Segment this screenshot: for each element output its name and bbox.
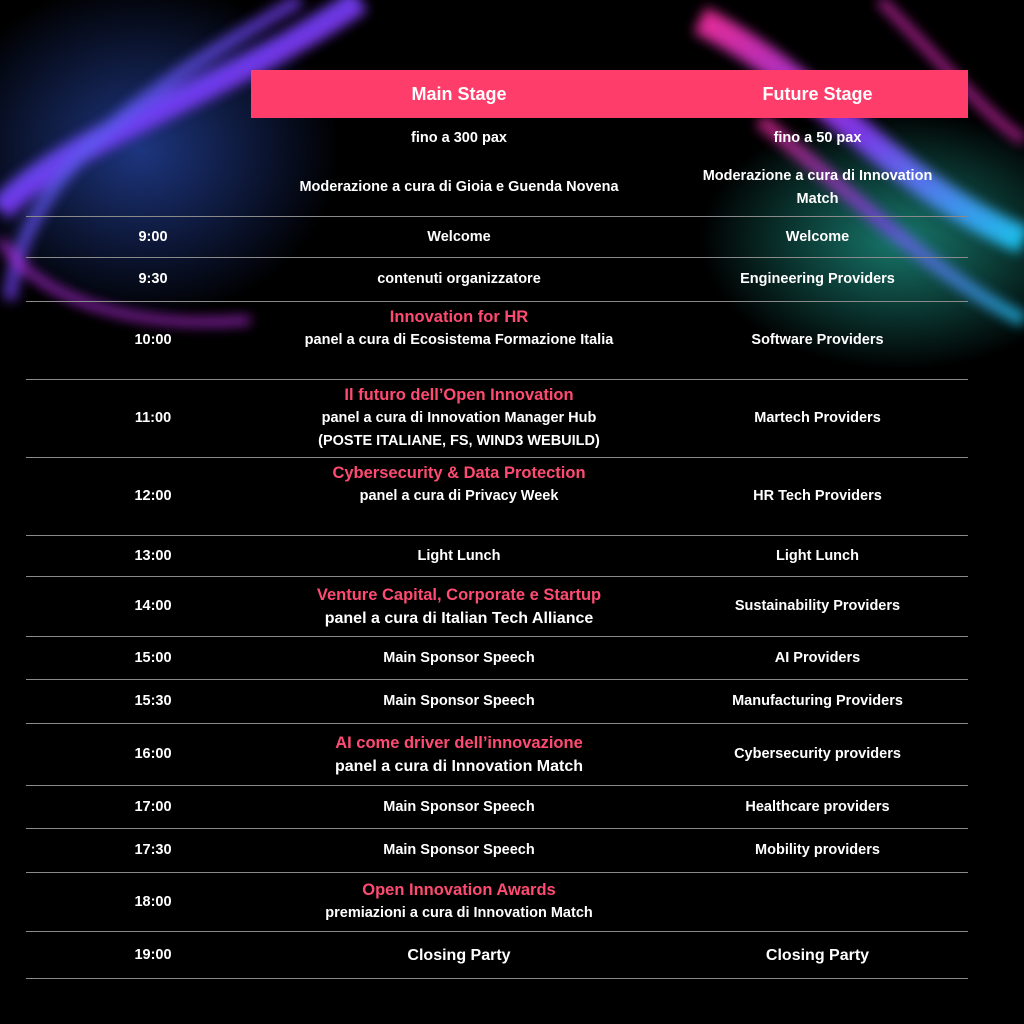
future-session: Mobility providers bbox=[755, 842, 880, 858]
capacity-row bbox=[26, 118, 968, 159]
session-title: AI come driver dell’innovazione bbox=[335, 733, 583, 752]
main-session: contenuti organizzatore bbox=[377, 271, 541, 287]
time-cell: 10:00 bbox=[134, 332, 172, 348]
session-description: panel a cura di Innovation Match bbox=[334, 757, 584, 775]
future-moderation: Moderazione a cura di Innovation Match bbox=[702, 167, 933, 207]
table-row bbox=[26, 458, 968, 536]
table-row bbox=[26, 637, 968, 680]
session-description: premiazioni a cura di Innovation Match bbox=[325, 905, 593, 921]
table-row bbox=[26, 258, 968, 302]
future-session: Martech Providers bbox=[754, 410, 881, 426]
main-session bbox=[251, 302, 667, 379]
time-cell: 12:00 bbox=[134, 488, 172, 504]
session-title: Open Innovation Awards bbox=[362, 881, 556, 899]
table-row bbox=[26, 217, 968, 258]
future-session: Healthcare providers bbox=[745, 798, 890, 815]
table-row bbox=[26, 302, 968, 380]
future-session: Welcome bbox=[785, 228, 850, 245]
future-session bbox=[667, 873, 968, 931]
session-title: Il futuro dell’Open Innovation bbox=[344, 386, 574, 404]
session-title: Cybersecurity & Data Protection bbox=[332, 464, 586, 482]
time-cell: 9:30 bbox=[138, 271, 168, 287]
time-cell: 16:00 bbox=[134, 746, 172, 762]
time-cell: 15:30 bbox=[134, 693, 172, 709]
time-cell: 14:00 bbox=[134, 598, 172, 614]
future-session: Light Lunch bbox=[776, 547, 859, 564]
future-capacity: fino a 50 pax bbox=[773, 130, 862, 146]
table-row bbox=[26, 680, 968, 724]
table-row bbox=[26, 829, 968, 873]
future-session: Sustainability Providers bbox=[734, 598, 901, 614]
future-session: HR Tech Providers bbox=[753, 488, 882, 504]
table-row bbox=[26, 724, 968, 786]
main-moderation: Moderazione a cura di Gioia e Guenda Novena bbox=[299, 179, 619, 195]
time-cell: 11:00 bbox=[134, 410, 172, 426]
future-session: AI Providers bbox=[774, 649, 861, 666]
time-cell: 18:00 bbox=[134, 893, 172, 910]
table-row bbox=[26, 380, 968, 458]
time-cell: 17:30 bbox=[134, 842, 172, 858]
main-session: Main Sponsor Speech bbox=[383, 693, 535, 709]
main-session: Main Sponsor Speech bbox=[383, 649, 535, 666]
future-session: Manufacturing Providers bbox=[732, 693, 903, 709]
session-description: panel a cura di Privacy Week bbox=[359, 488, 559, 504]
schedule-table bbox=[26, 70, 968, 979]
table-row bbox=[26, 873, 968, 932]
main-session: Closing Party bbox=[407, 946, 511, 964]
main-capacity: fino a 300 pax bbox=[411, 130, 507, 146]
session-participants: (POSTE ITALIANE, FS, WIND3 WEBUILD) bbox=[318, 433, 600, 449]
future-session: Engineering Providers bbox=[740, 271, 895, 287]
session-description: panel a cura di Italian Tech Alliance bbox=[324, 609, 594, 627]
table-row bbox=[26, 536, 968, 577]
table-header bbox=[251, 70, 968, 118]
main-session bbox=[251, 724, 667, 785]
moderation-row bbox=[26, 159, 968, 217]
table-row bbox=[26, 786, 968, 829]
session-title: Venture Capital, Corporate e Startup bbox=[316, 585, 602, 604]
time-cell: 13:00 bbox=[134, 547, 172, 564]
future-session: Software Providers bbox=[751, 332, 884, 348]
main-session: Main Sponsor Speech bbox=[383, 842, 535, 858]
session-description: panel a cura di Ecosistema Formazione Italia bbox=[304, 332, 614, 348]
table-row bbox=[26, 932, 968, 979]
time-cell: 9:00 bbox=[138, 228, 168, 245]
main-session: Light Lunch bbox=[417, 547, 501, 564]
time-cell: 15:00 bbox=[134, 649, 172, 666]
session-description: panel a cura di Innovation Manager Hub bbox=[321, 410, 597, 426]
main-session bbox=[251, 873, 667, 931]
main-session: Main Sponsor Speech bbox=[383, 798, 535, 815]
main-session bbox=[251, 458, 667, 535]
table-row bbox=[26, 577, 968, 637]
future-session: Cybersecurity providers bbox=[734, 746, 901, 762]
session-title: Innovation for HR bbox=[389, 308, 529, 326]
main-stage-header: Main Stage bbox=[411, 84, 507, 104]
time-cell: 17:00 bbox=[134, 798, 172, 815]
main-session: Welcome bbox=[427, 228, 491, 245]
future-session: Closing Party bbox=[765, 946, 870, 964]
main-session bbox=[251, 380, 667, 457]
future-stage-header: Future Stage bbox=[762, 84, 873, 104]
time-cell: 19:00 bbox=[134, 946, 172, 963]
main-session bbox=[251, 577, 667, 636]
